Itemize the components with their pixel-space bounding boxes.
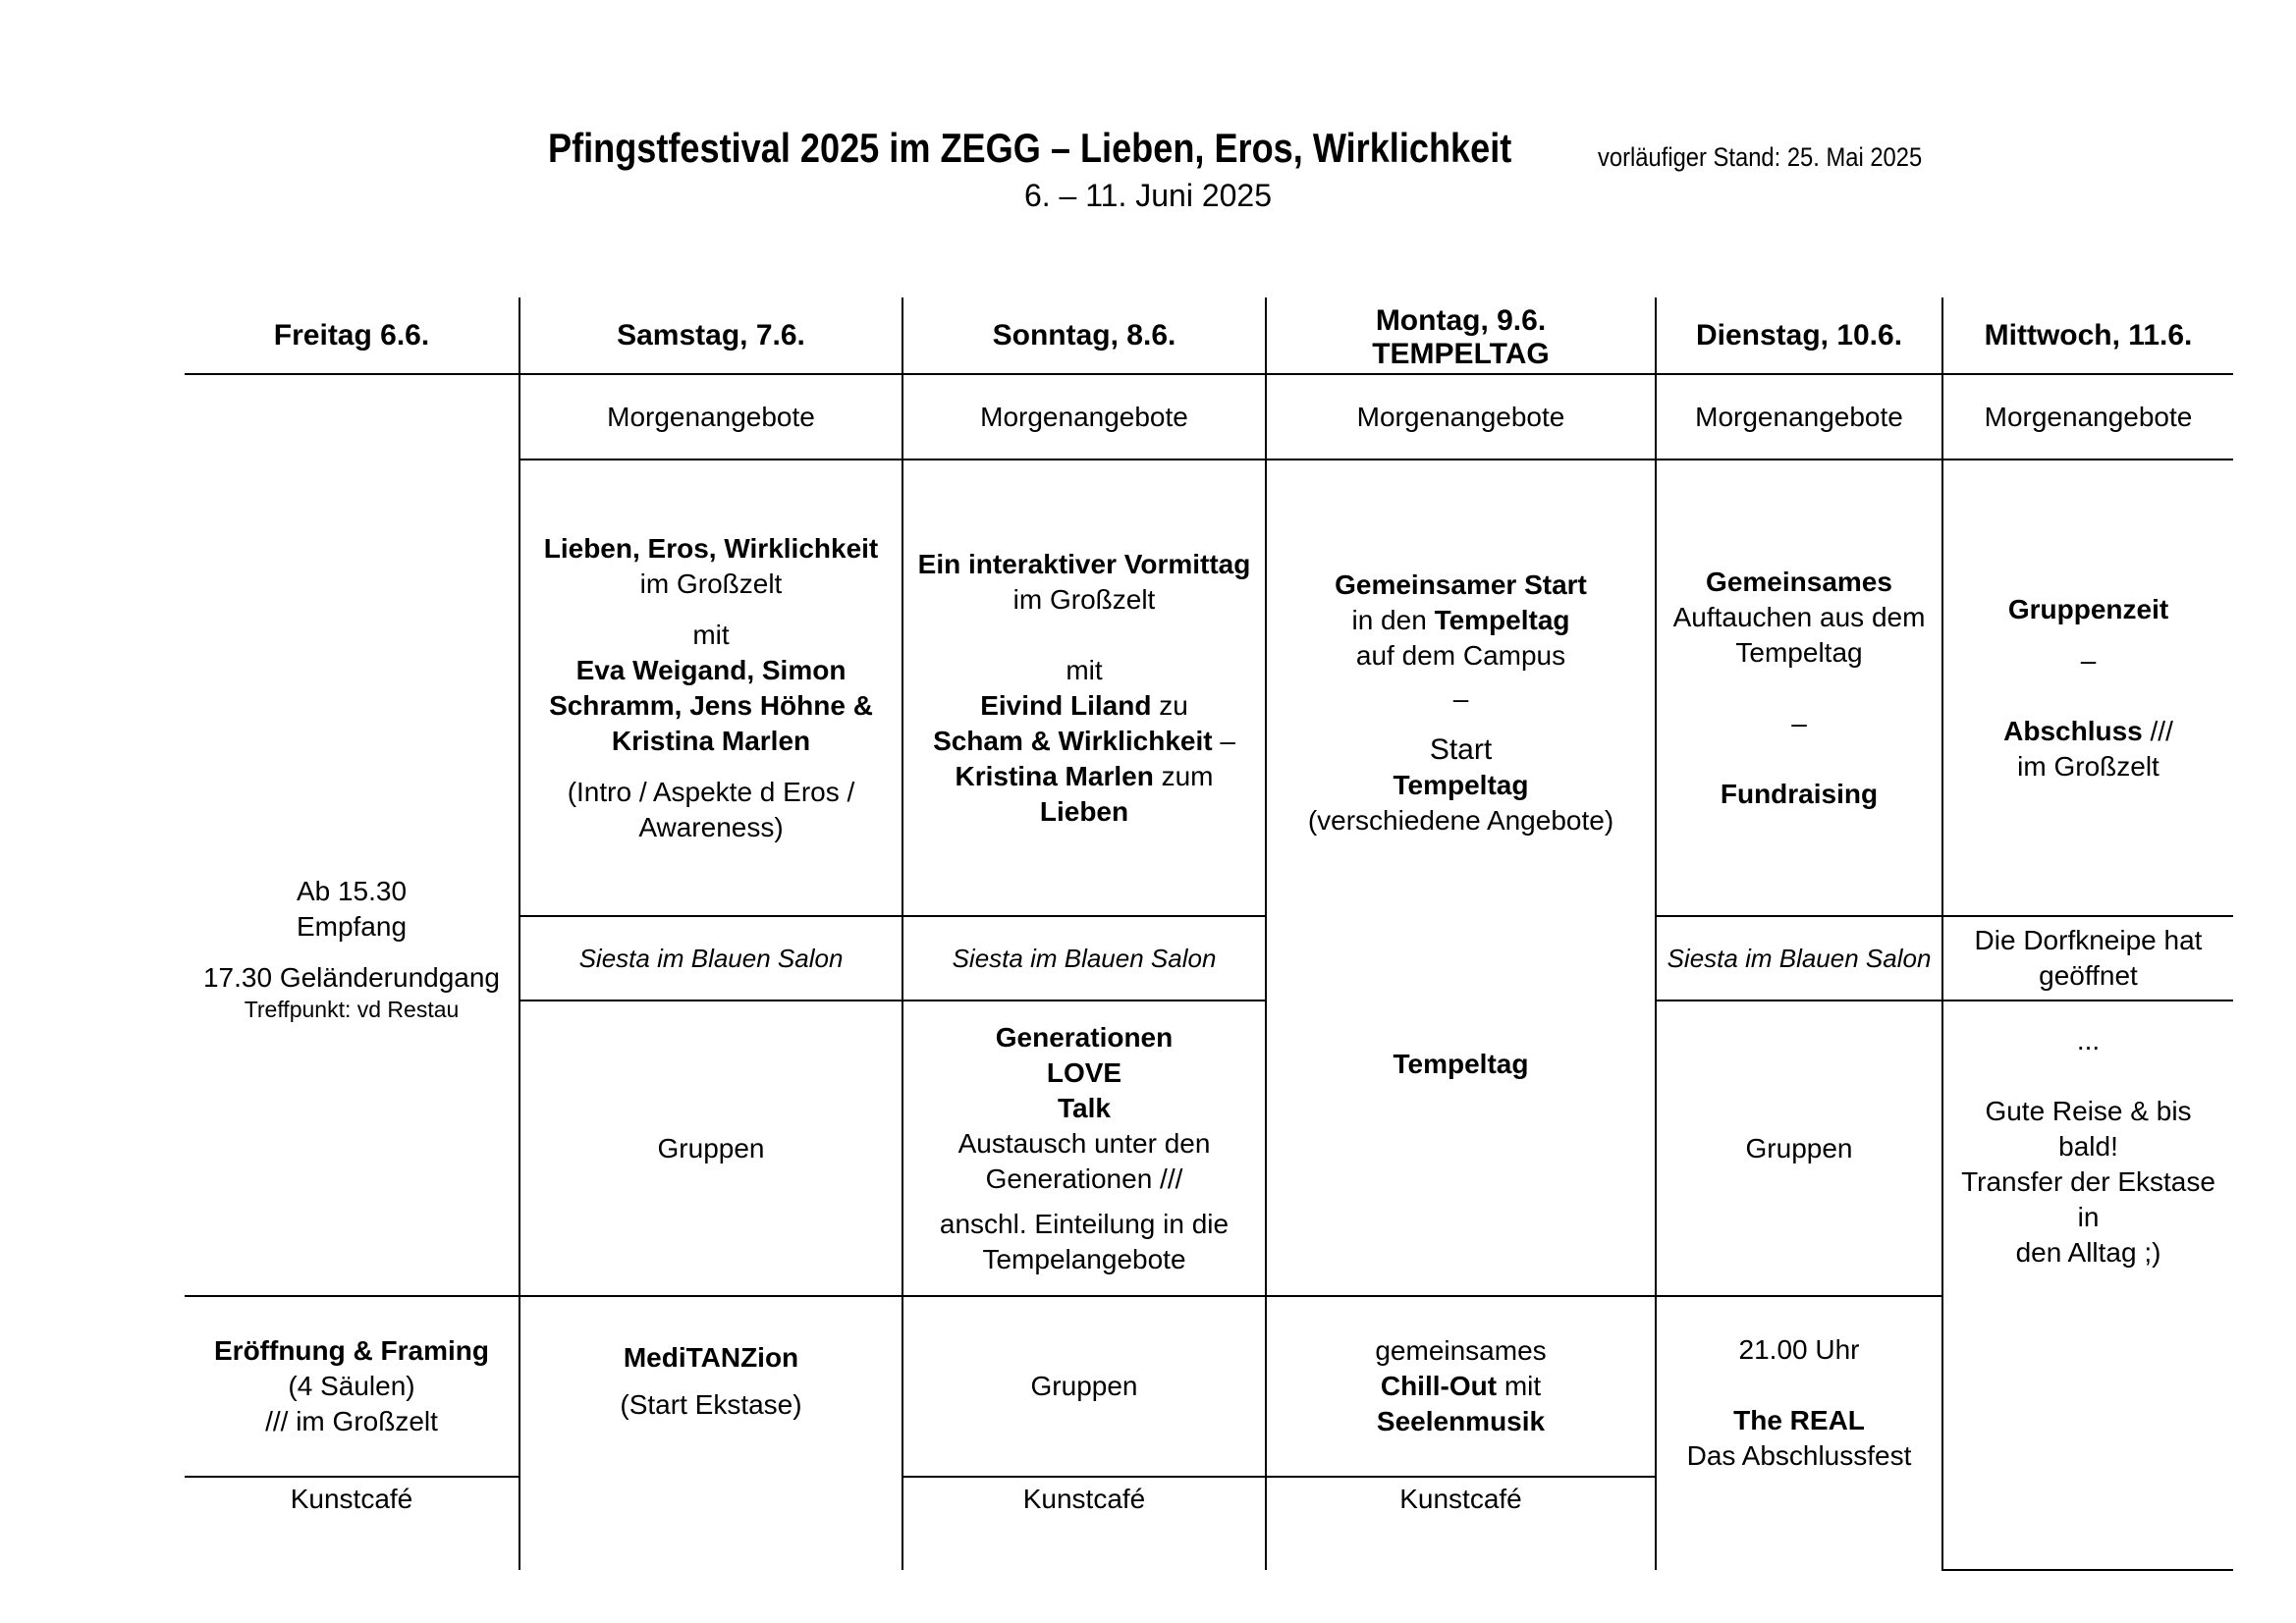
friday-afternoon-cell: Ab 15.30 Empfang 17.30 Geländerundgang Treffpunkt: vd Restau	[185, 374, 519, 1296]
evening-tue: 21.00 Uhr The REAL Das Abschlussfest	[1656, 1296, 1942, 1570]
morning-sat: Morgenangebote	[519, 374, 902, 460]
day-header-fri: Freitag 6.6.	[185, 298, 519, 374]
wednesday-afternoon-cell: ... Gute Reise & bis bald! Transfer der Ekstase in den Alltag ;)	[1942, 1001, 2233, 1570]
document-title: Pfingstfestival 2025 im ZEGG – Lieben, Eros, Wirklichkeit	[548, 125, 1512, 171]
siesta-sat: Siesta im Blauen Salon	[519, 916, 902, 1001]
day-header-sat: Samstag, 7.6.	[519, 298, 902, 374]
evening-mon: gemeinsames Chill-Out mit Seelenmusik	[1266, 1296, 1656, 1477]
evening-sun: Gruppen	[902, 1296, 1266, 1477]
morning-wed: Morgenangebote	[1942, 374, 2233, 460]
afternoon-tue: Gruppen	[1656, 1001, 1942, 1296]
day-header-mon: Montag, 9.6. TEMPELTAG	[1266, 298, 1656, 374]
tempeltag-label: TEMPELTAG	[1372, 337, 1550, 370]
siesta-wed: Die Dorfkneipe hat geöffnet	[1942, 916, 2233, 1001]
morning-mon: Morgenangebote	[1266, 374, 1656, 460]
siesta-tue: Siesta im Blauen Salon	[1656, 916, 1942, 1001]
late-mon: Kunstcafé	[1266, 1477, 1656, 1570]
evening-row	[185, 1296, 2233, 1477]
midday-sun: Ein interaktiver Vormittag im Großzelt mit Eivind Liland zu Scham & Wirklichkeit – Kristina Marlen zum Lieben	[902, 460, 1266, 916]
schedule-table	[185, 298, 2233, 1571]
day-header-row	[185, 298, 2233, 374]
morning-tue: Morgenangebote	[1656, 374, 1942, 460]
midday-sat: Lieben, Eros, Wirklichkeit im Großzelt mit Eva Weigand, Simon Schramm, Jens Höhne & Kristina Marlen (Intro / Aspekte d Eros / Awareness)	[519, 460, 902, 916]
day-header-wed: Mittwoch, 11.6.	[1942, 298, 2233, 374]
late-fri: Kunstcafé	[185, 1477, 519, 1570]
siesta-sun: Siesta im Blauen Salon	[902, 916, 1266, 1001]
evening-sat: MediTANZion (Start Ekstase)	[519, 1296, 902, 1570]
afternoon-sun: Generationen LOVE Talk Austausch unter den Generationen /// anschl. Einteilung in die Tempelangebote	[902, 1001, 1266, 1296]
midday-tue: Gemeinsames Auftauchen aus dem Tempeltag – Fundraising	[1656, 460, 1942, 916]
late-sun: Kunstcafé	[902, 1477, 1266, 1570]
monday-afternoon-tempeltag: Tempeltag	[1393, 1049, 1529, 1079]
status-date: vorläufiger Stand: 25. Mai 2025	[1598, 142, 1923, 172]
morning-row	[185, 374, 2233, 460]
morning-sun: Morgenangebote	[902, 374, 1266, 460]
afternoon-sat: Gruppen	[519, 1001, 902, 1296]
day-header-tue: Dienstag, 10.6.	[1656, 298, 1942, 374]
midday-wed: Gruppenzeit – Abschluss /// im Großzelt	[1942, 460, 2233, 916]
festival-dates: 6. – 11. Juni 2025	[1023, 178, 1273, 213]
evening-fri: Eröffnung & Framing (4 Säulen) /// im Großzelt	[185, 1296, 519, 1477]
day-header-sun: Sonntag, 8.6.	[902, 298, 1266, 374]
monday-tempeltag-cell: Gemeinsamer Start in den Tempeltag auf dem Campus – Start Tempeltag (verschiedene Angebote) Tempeltag	[1266, 460, 1656, 1296]
